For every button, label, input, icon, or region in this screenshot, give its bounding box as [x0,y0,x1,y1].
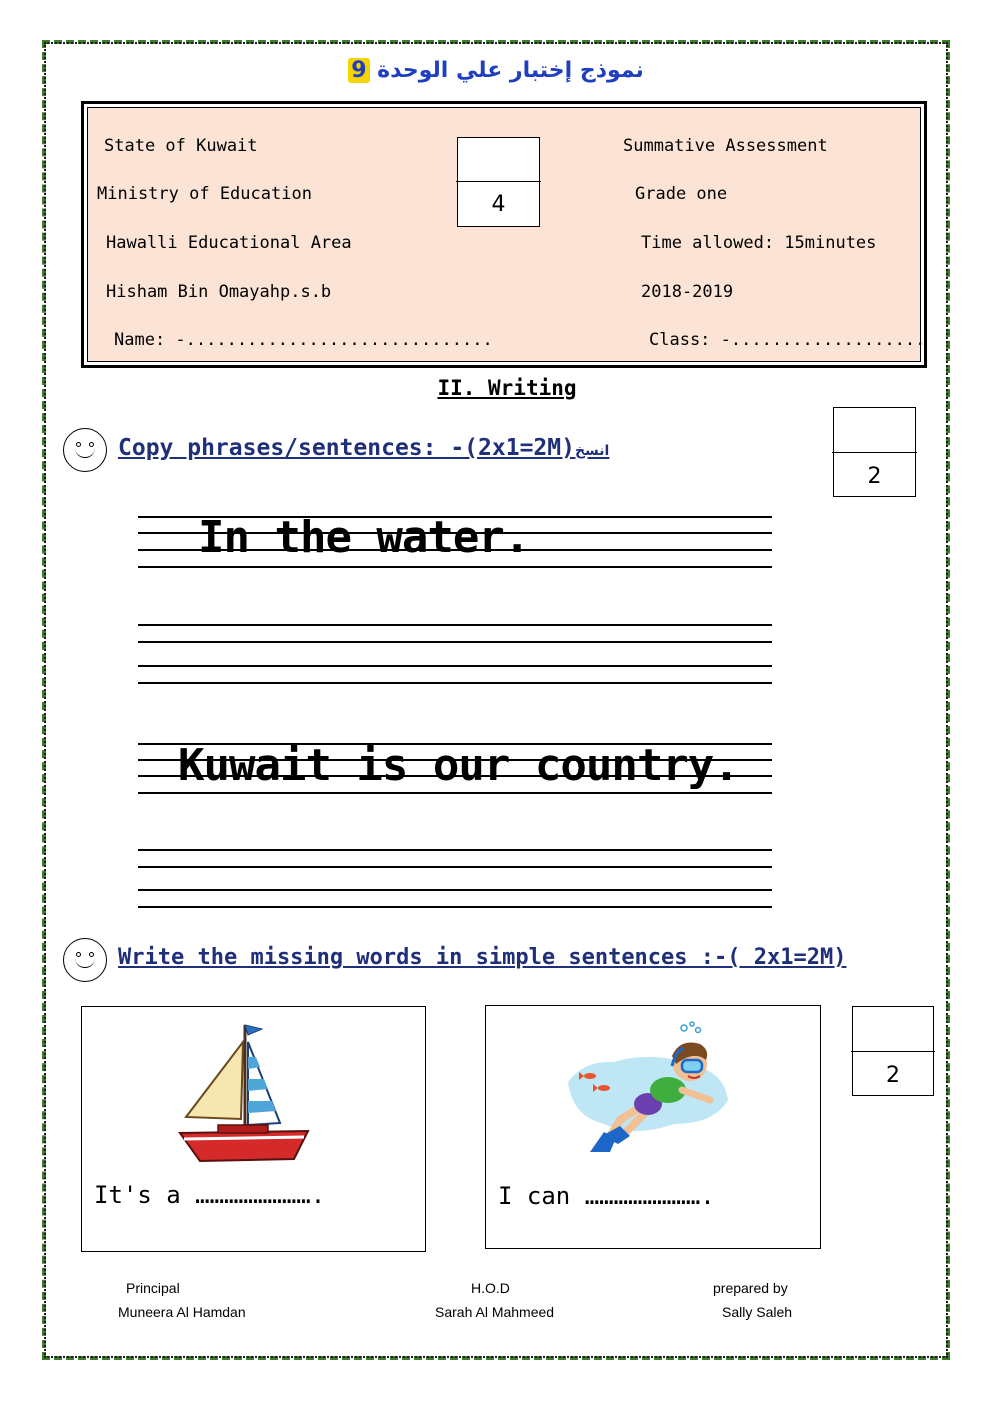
header-area: Hawalli Educational Area [106,233,352,253]
writing-line [138,906,772,908]
header-grade: Grade one [635,184,728,204]
class-field[interactable]: Class: -................... [649,330,926,350]
writing-line [138,682,772,684]
page-title [0,58,992,83]
score-divider [832,452,917,453]
prepared-by-title: prepared by [713,1280,788,1296]
page-title-text: نموذج إختبار علي الوحدة [377,58,644,83]
writing-line [138,849,772,851]
total-score-value: 4 [491,192,506,217]
header-box [81,101,927,368]
score-divider [456,181,541,182]
smiley-mouth [75,444,95,458]
missing-score-value: 2 [886,1063,900,1088]
principal-title: Principal [126,1280,180,1296]
question-card-2 [485,1005,821,1249]
hod-name: Sarah Al Mahmeed [435,1304,555,1320]
writing-line [138,566,772,568]
score-divider [851,1051,935,1052]
hod-title: H.O.D [471,1280,510,1296]
smiley-icon [63,938,107,982]
missing-instruction: Write the missing words in simple sentences :-( 2x1=2M) [118,945,847,970]
writing-line [138,889,772,891]
copy-instruction-ar: انسخ [574,443,610,459]
writing-line [138,641,772,643]
writing-line [138,866,772,868]
unit-number: 9 [348,58,369,83]
principal-name: Muneera Al Hamdan [118,1304,246,1320]
question-2-prompt[interactable]: I can ……………………. [498,1182,715,1210]
copy-instruction-text: Copy phrases/sentences: -(2x1=2M) [118,435,575,461]
name-field[interactable]: Name: -.............................. [114,330,493,350]
missing-score-box [852,1006,934,1096]
prepared-by-name: Sally Saleh [722,1304,793,1320]
question-1-prompt[interactable]: It's a ……………………. [94,1181,326,1209]
header-time: Time allowed: 15minutes [641,233,877,253]
header-school: Hisham Bin Omayahp.s.b [106,282,332,302]
sailboat-image [178,1017,318,1167]
writing-line [138,624,772,626]
writing-line [138,665,772,667]
header-panel [87,107,926,362]
question-card-1 [81,1006,426,1252]
section-title: II. Writing [437,376,577,400]
smiley-icon [63,428,107,472]
header-assessment: Summative Assessment [623,136,828,156]
header-ministry: Ministry of Education [97,184,312,204]
copy-instruction [118,435,609,461]
header-year: 2018-2019 [641,282,734,302]
copy-score-box [833,407,916,497]
sample-sentence-2: Kuwait is our country. [178,740,739,791]
swimming-boy-image [564,1020,734,1160]
sample-sentence-1: In the water. [198,512,530,563]
writing-line [138,792,772,794]
smiley-mouth [75,954,95,968]
total-score-box [457,137,540,227]
header-state: State of Kuwait [104,136,258,156]
copy-score-value: 2 [867,464,882,489]
